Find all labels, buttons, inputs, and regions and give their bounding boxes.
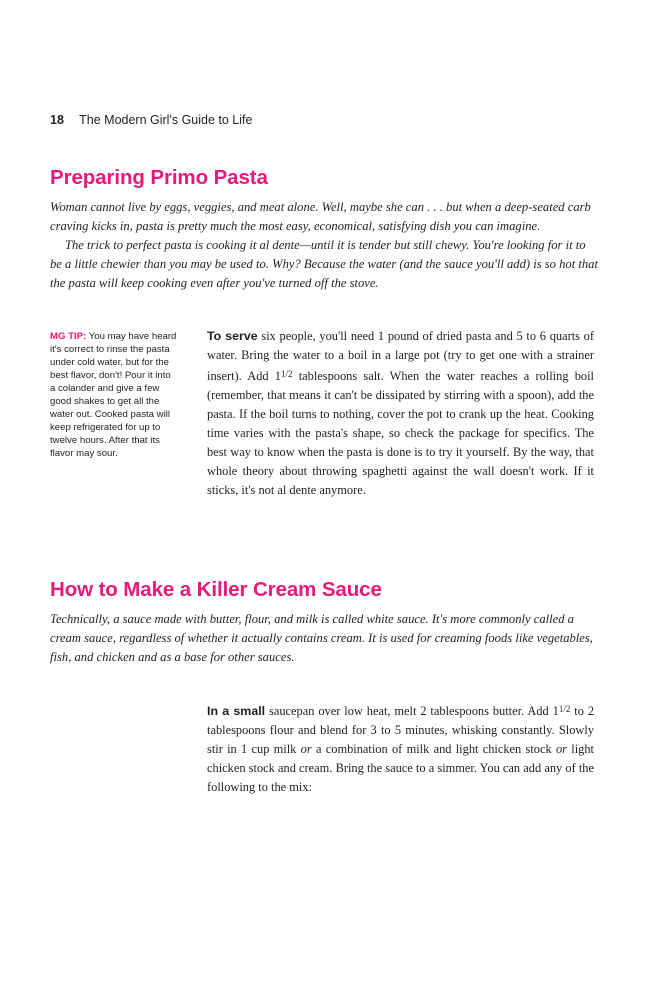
mg-tip-sidebar	[50, 330, 178, 460]
paragraph-lead: In a small	[207, 704, 266, 718]
body-paragraph-pasta	[207, 327, 594, 500]
body-text: to 2 tablespoons flour and blend for 3 to 5 minutes, whisking constantly. Slowly stir in 1 cup milk	[207, 704, 595, 756]
tip-label: MG TIP:	[50, 331, 87, 342]
fraction: 1/2	[558, 704, 571, 714]
body-paragraph-cream-sauce	[207, 700, 594, 797]
body-text: six people, you'll need 1 pound of dried pasta and 5 to 6 quarts of water. Bring the water to a boil in a large pot (try to get one with a strainer insert). Add 1	[207, 329, 595, 383]
emphasis-or: or	[300, 742, 312, 756]
page-number: 18	[50, 113, 64, 127]
body-text: light chicken stock and cream. Bring the sauce to a simmer. You can add any of the following to the mix:	[207, 742, 594, 794]
section-title-pasta: Preparing Primo Pasta	[50, 166, 268, 189]
intro-paragraph: Technically, a sauce made with butter, flour, and milk is called white sauce. It's more commonly called a cream sauce, regardless of whether it actually contains cream. It is used for creaming foods like vegetables, fish, and chicken and as a base for other sauces.	[50, 612, 593, 664]
fraction: 1/2	[280, 369, 293, 379]
body-text: saucepan over low heat, melt 2 tablespoons butter. Add 1	[265, 704, 559, 718]
emphasis-or: or	[555, 742, 567, 756]
section-title-cream-sauce: How to Make a Killer Cream Sauce	[50, 578, 382, 601]
intro-cream-sauce	[50, 610, 598, 667]
body-text: tablespoons salt. When the water reaches a rolling boil (remember, that means it can't be dissipated by stirring with a spoon), add the pasta. If the boil turns to nothing, cover the pot to crank up the heat. Cooking time varies with the pasta's shape, so check the package for specifics. The best way to know when the pasta is done is to try it yourself. By the way, that whole theory about throwing spaghetti against the wall doesn't work. If it sticks, it's not al dente anymore.	[207, 369, 594, 497]
intro-paragraph: Woman cannot live by eggs, veggies, and meat alone. Well, maybe she can . . . but when a deep-seated carb craving kicks in, pasta is pretty much the most easy, economical, satisfying dish you can imagine.	[50, 200, 591, 233]
running-title: The Modern Girl's Guide to Life	[79, 113, 253, 127]
intro-paragraph: The trick to perfect pasta is cooking it al dente—until it is tender but still chewy. You're looking for it to be a little chewier than you may be used to. Why? Because the water (and the sauce you'll add) is so hot that the pasta will keep cooking even after you've turned off the stove.	[50, 238, 598, 290]
paragraph-lead: To serve	[207, 329, 258, 343]
tip-text: You may have heard it's correct to rinse the pasta under cold water, but for the best flavor, don't! Pour it into a colander and give a few good shakes to get all the water out. Cooked pasta will keep refrigerated for up to twelve hours. After that its flavor may sour.	[50, 331, 177, 459]
intro-pasta	[50, 198, 598, 293]
body-text: a combination of milk and light chicken stock	[311, 742, 556, 756]
running-header	[50, 113, 252, 127]
